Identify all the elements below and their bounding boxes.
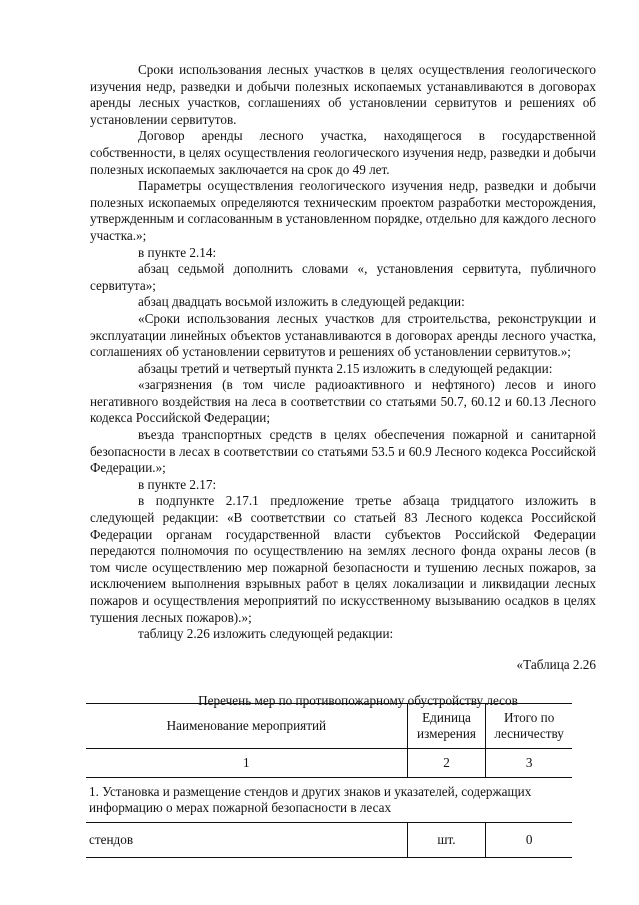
paragraph: в пункте 2.17: bbox=[138, 476, 217, 492]
paragraph: Сроки использования лесных участков в целях осуществления геологического изучения недр, разведки и добычи полезных ископаемых устанавливаются в договорах аренды лесных участков, соглашениях об установлении сервитутов и решениях об установлении сервитутов. bbox=[90, 62, 596, 127]
row-cell-total: 0 bbox=[486, 823, 572, 858]
paragraph: «загрязнения (в том числе радиоактивного и нефтяного) лесов и иного негативного воздействия на леса в соответствии со статьями 50.7, 60.12 и 60.13 Лесного кодекса Российской Федерации; bbox=[90, 377, 596, 426]
row-cell-unit: шт. bbox=[407, 823, 486, 858]
table-header-row bbox=[86, 704, 572, 749]
paragraph: Параметры осуществления геологического изучения недр, разведки и добычи полезных ископаемых определяются техническим проектом разработки месторождения, утвержденным и согласованным в установленном порядке, отдельно для каждого лесного участка.»; bbox=[90, 178, 596, 243]
paragraph: въезда транспортных средств в целях обеспечения пожарной и санитарной безопасности в лесах в соответствии со статьями 53.5 и 60.9 Лесного кодекса Российской Федерации.»; bbox=[90, 427, 596, 476]
paragraph: «Сроки использования лесных участков для строительства, реконструкции и эксплуатации линейных объектов устанавливаются в договорах аренды лесного участка, соглашениях об установлении сервитутов и решениях об установлении сервитутов.»; bbox=[90, 310, 596, 360]
header-cell-unit: Единица измерения bbox=[407, 704, 486, 749]
column-number: 3 bbox=[486, 749, 572, 778]
paragraph: абзацы третий и четвертый пункта 2.15 изложить в следующей редакции: bbox=[138, 360, 553, 376]
table-title: Перечень мер по противопожарному обустройству лесов bbox=[198, 693, 518, 709]
header-cell-total: Итого по лесничеству bbox=[486, 704, 572, 749]
paragraph: абзац двадцать восьмой изложить в следующей редакции: bbox=[138, 294, 465, 310]
table-row bbox=[86, 823, 572, 858]
table-section-row bbox=[86, 778, 572, 823]
fire-measures-table bbox=[86, 703, 572, 858]
section-heading: 1. Установка и размещение стендов и других знаков и указателей, содержащих информацию о мерах пожарной безопасности в лесах bbox=[86, 778, 572, 823]
document-body bbox=[90, 62, 596, 710]
header-cell-name: Наименование мероприятий bbox=[86, 704, 407, 749]
table-reference: «Таблица 2.26 bbox=[516, 656, 596, 672]
paragraph: таблицу 2.26 изложить следующей редакции: bbox=[138, 626, 394, 642]
paragraph: Договор аренды лесного участка, находящегося в государственной собственности, в целях осуществления геологического изучения недр, разведки и добычи полезных ископаемых заключается на срок до 49 лет. bbox=[90, 128, 596, 177]
paragraph: абзац седьмой дополнить словами «, установления сервитута, публичного сервитута»; bbox=[90, 261, 596, 293]
column-number: 2 bbox=[407, 749, 486, 778]
row-cell-name: стендов bbox=[86, 823, 407, 858]
table-number-row bbox=[86, 749, 572, 778]
paragraph: в пункте 2.14: bbox=[138, 244, 217, 260]
column-number: 1 bbox=[86, 749, 407, 778]
paragraph: в подпункте 2.17.1 предложение третье абзаца тридцатого изложить в следующей редакции: «В соответствии со статьей 83 Лесного кодекса Российской Федерации органам государственной власти субъектов Российской Федерации передаются полномочия по осуществлению на землях лесного фонда охраны лесов (в том числе осуществлению мер пожарной безопасности и тушению лесных пожаров, за исключением выполнения взрывных работ в целях локализации и ликвидации лесных пожаров и осуществления мероприятий по искусственному вызыванию осадков в целях тушения лесных пожаров).»; bbox=[90, 493, 596, 625]
